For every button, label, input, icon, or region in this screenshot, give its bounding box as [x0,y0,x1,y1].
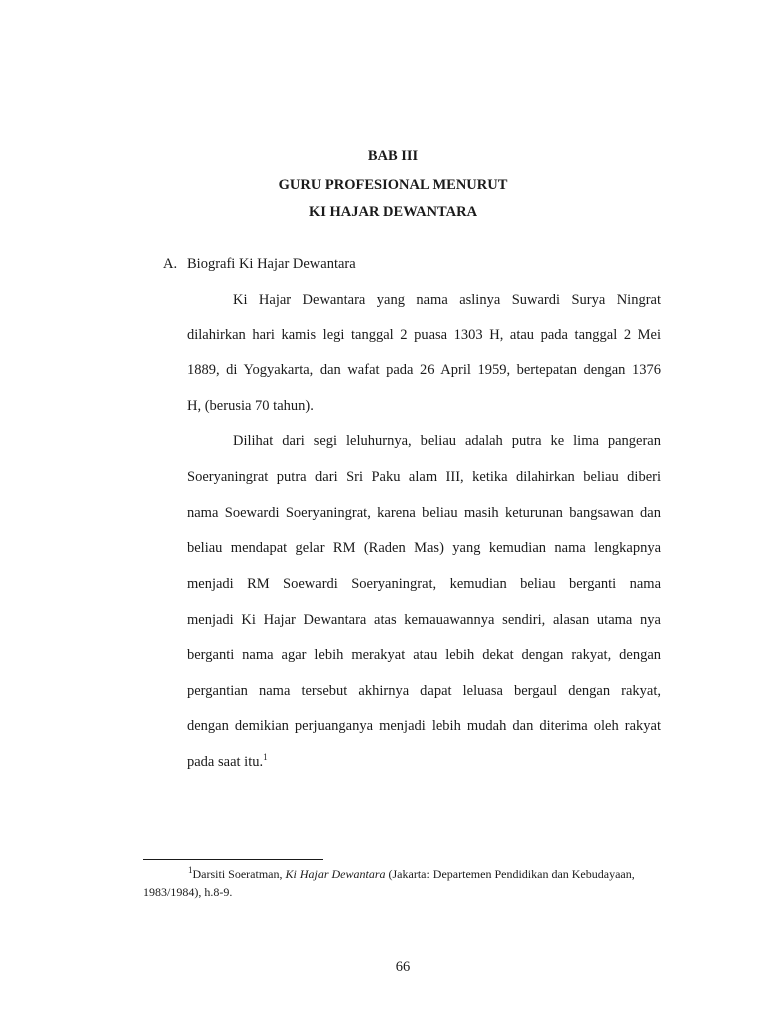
paragraph-2-line-10 [187,753,268,771]
paragraph-1-line-1: Ki Hajar Dewantara yang nama aslinya Suwardi Surya Ningrat [233,292,661,308]
paragraph-1-line-3: 1889, di Yogyakarta, dan wafat pada 26 April 1959, bertepatan dengan 1376 [187,362,661,378]
paragraph-2-line-10-text: pada saat itu. [187,754,264,770]
section-heading [163,255,356,273]
chapter-number: BAB III [367,148,419,164]
footnote-book-title: Ki Hajar Dewantara [285,867,386,881]
paragraph-2-line-4: beliau mendapat gelar RM (Raden Mas) yang kemudian nama lengkapnya [187,540,661,556]
paragraph-2-line-6: menjadi Ki Hajar Dewantara atas kemauawannya sendiri, alasan utama nya [187,612,661,628]
footnote-author: Darsiti Soeratman, [192,867,286,881]
footnote-separator [143,859,323,860]
page-number: 66 [395,959,411,975]
paragraph-2-line-2: Soeryaningrat putra dari Sri Paku alam III, ketika dilahirkan beliau diberi [187,469,661,485]
chapter-title-line-2: KI HAJAR DEWANTARA [308,204,478,220]
paragraph-2-line-7: berganti nama agar lebih merakyat atau lebih dekat dengan rakyat, dengan [187,647,661,663]
paragraph-2-line-5: menjadi RM Soewardi Soeryaningrat, kemudian beliau berganti nama [187,576,661,592]
footnote-reference: 1 [263,752,268,763]
paragraph-2-line-8: pergantian nama tersebut akhirnya dapat leluasa bergaul dengan rakyat, [187,683,661,699]
paragraph-2-line-1: Dilihat dari segi leluhurnya, beliau adalah putra ke lima pangeran [233,433,661,449]
chapter-title-line-1: GURU PROFESIONAL MENURUT [278,177,508,193]
footnote-number: 1 [188,865,193,875]
paragraph-1-line-4: H, (berusia 70 tahun). [187,398,314,414]
footnote-publication: (Jakarta: Departemen Pendidikan dan Kebudayaan, [385,867,635,881]
section-marker: A. [163,256,178,272]
footnote-line-2: 1983/1984), h.8-9. [143,885,233,899]
section-title: Biografi Ki Hajar Dewantara [187,256,356,272]
footnote-line-1 [188,866,635,882]
paragraph-1-line-2: dilahirkan hari kamis legi tanggal 2 puasa 1303 H, atau pada tanggal 2 Mei [187,327,661,343]
paragraph-2-line-3: nama Soewardi Soeryaningrat, karena beliau masih keturunan bangsawan dan [187,505,661,521]
paragraph-2-line-9: dengan demikian perjuanganya menjadi lebih mudah dan diterima oleh rakyat [187,718,661,734]
